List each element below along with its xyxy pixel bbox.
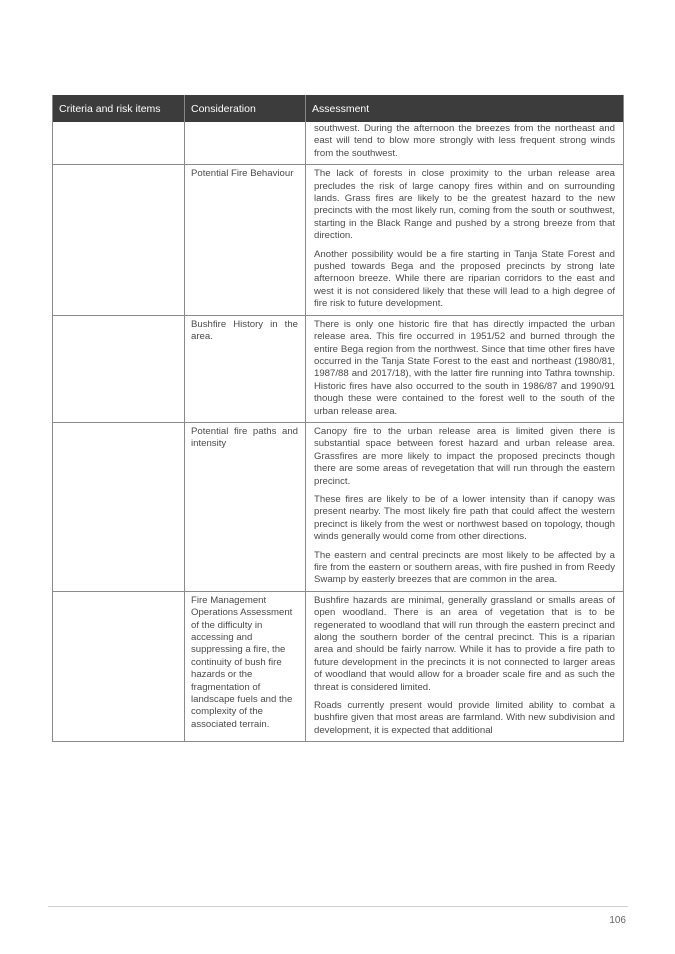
assessment-paragraph: These fires are likely to be of a lower intensity than if canopy was present nearby. The most likely fire path that could affect the western precinct is likely from the west or northwest based on topology, though winds generally would come from other directions. <box>314 493 615 543</box>
criteria-cell <box>53 591 185 741</box>
assessment-cell <box>306 165 624 315</box>
header-consideration: Consideration <box>185 95 306 122</box>
assessment-cell <box>306 591 624 741</box>
consideration-cell: Bushfire History in the area. <box>185 315 306 422</box>
criteria-cell <box>53 315 185 422</box>
table-row <box>53 122 624 165</box>
consideration-cell: Potential fire paths and intensity <box>185 422 306 591</box>
criteria-cell <box>53 422 185 591</box>
assessment-cell <box>306 422 624 591</box>
table-row <box>53 422 624 591</box>
assessment-cell <box>306 315 624 422</box>
criteria-cell <box>53 122 185 165</box>
assessment-paragraph: Another possibility would be a fire starting in Tanja State Forest and pushed towards Bega and the proposed precincts by strong late afternoon breeze. While there are riparian corridors to the east and west it is not considered likely that these will lead to a high degree of fire risk to future development. <box>314 248 615 310</box>
criteria-cell <box>53 165 185 315</box>
assessment-paragraph: The lack of forests in close proximity to the urban release area precludes the risk of large canopy fires within and on surrounding lands. Grass fires are likely to be the greatest hazard to the new precincts with the most likely run, coming from the south or southwest, starting in the Black Range and pushed by a strong breeze from that direction. <box>314 168 615 242</box>
table-header-row <box>53 95 624 122</box>
table-row <box>53 591 624 741</box>
page-number: 106 <box>609 915 626 926</box>
footer-divider <box>48 906 628 907</box>
header-assessment: Assessment <box>306 95 624 122</box>
table-row <box>53 165 624 315</box>
assessment-cell <box>306 122 624 165</box>
assessment-paragraph: Bushfire hazards are minimal, generally grassland or smalls areas of open woodland. There is an area of vegetation that is to be regenerated to woodland that will run through the eastern precinct and along the southern border of the central precinct. This is a riparian area and should be fairly narrow. While it has to provide a fire path to future development in the precincts it is not connected to larger areas of woodland that would allow for a broader scale fire and as such the threat is considered limited. <box>314 594 615 693</box>
assessment-paragraph: Canopy fire to the urban release area is limited given there is substantial space between forest hazard and urban release area. Grassfires are more likely to impact the proposed precincts though there are some areas of revegetation that will run through the eastern precinct. <box>314 425 615 487</box>
consideration-cell: Potential Fire Behaviour <box>185 165 306 315</box>
risk-assessment-table <box>52 95 624 742</box>
assessment-paragraph: Roads currently present would provide limited ability to combat a bushfire given that most areas are farmland. With new subdivision and development, it is expected that additional <box>314 700 615 736</box>
consideration-cell <box>185 122 306 165</box>
header-criteria: Criteria and risk items <box>53 95 185 122</box>
assessment-paragraph: The eastern and central precincts are most likely to be affected by a fire from the eastern or southern areas, with fire pushed in from Reedy Swamp by easterly breezes that are common in the area. <box>314 549 615 586</box>
assessment-paragraph: southwest. During the afternoon the breezes from the northeast and east will tend to blow more strongly with less frequent strong winds from the southwest. <box>314 123 615 159</box>
table-row <box>53 315 624 422</box>
consideration-cell: Fire Management Operations Assessment of the difficulty in accessing and suppressing a fire, the continuity of bush fire hazards or the fragmentation of landscape fuels and the complexity of the associated terrain. <box>185 591 306 741</box>
assessment-paragraph: There is only one historic fire that has directly impacted the urban release area. This fire occurred in 1951/52 and burned through the entire Bega region from the northwest. Since that time other fires have occurred in the Tanja State Forest to the east and northeast (1980/81, 1987/88 and 2017/18), with the latter fire running into Tathra township. Historic fires have also occurred to the south in 1986/87 and 1990/91 though these were contained to the forest well to the south of the urban release area. <box>314 318 615 417</box>
